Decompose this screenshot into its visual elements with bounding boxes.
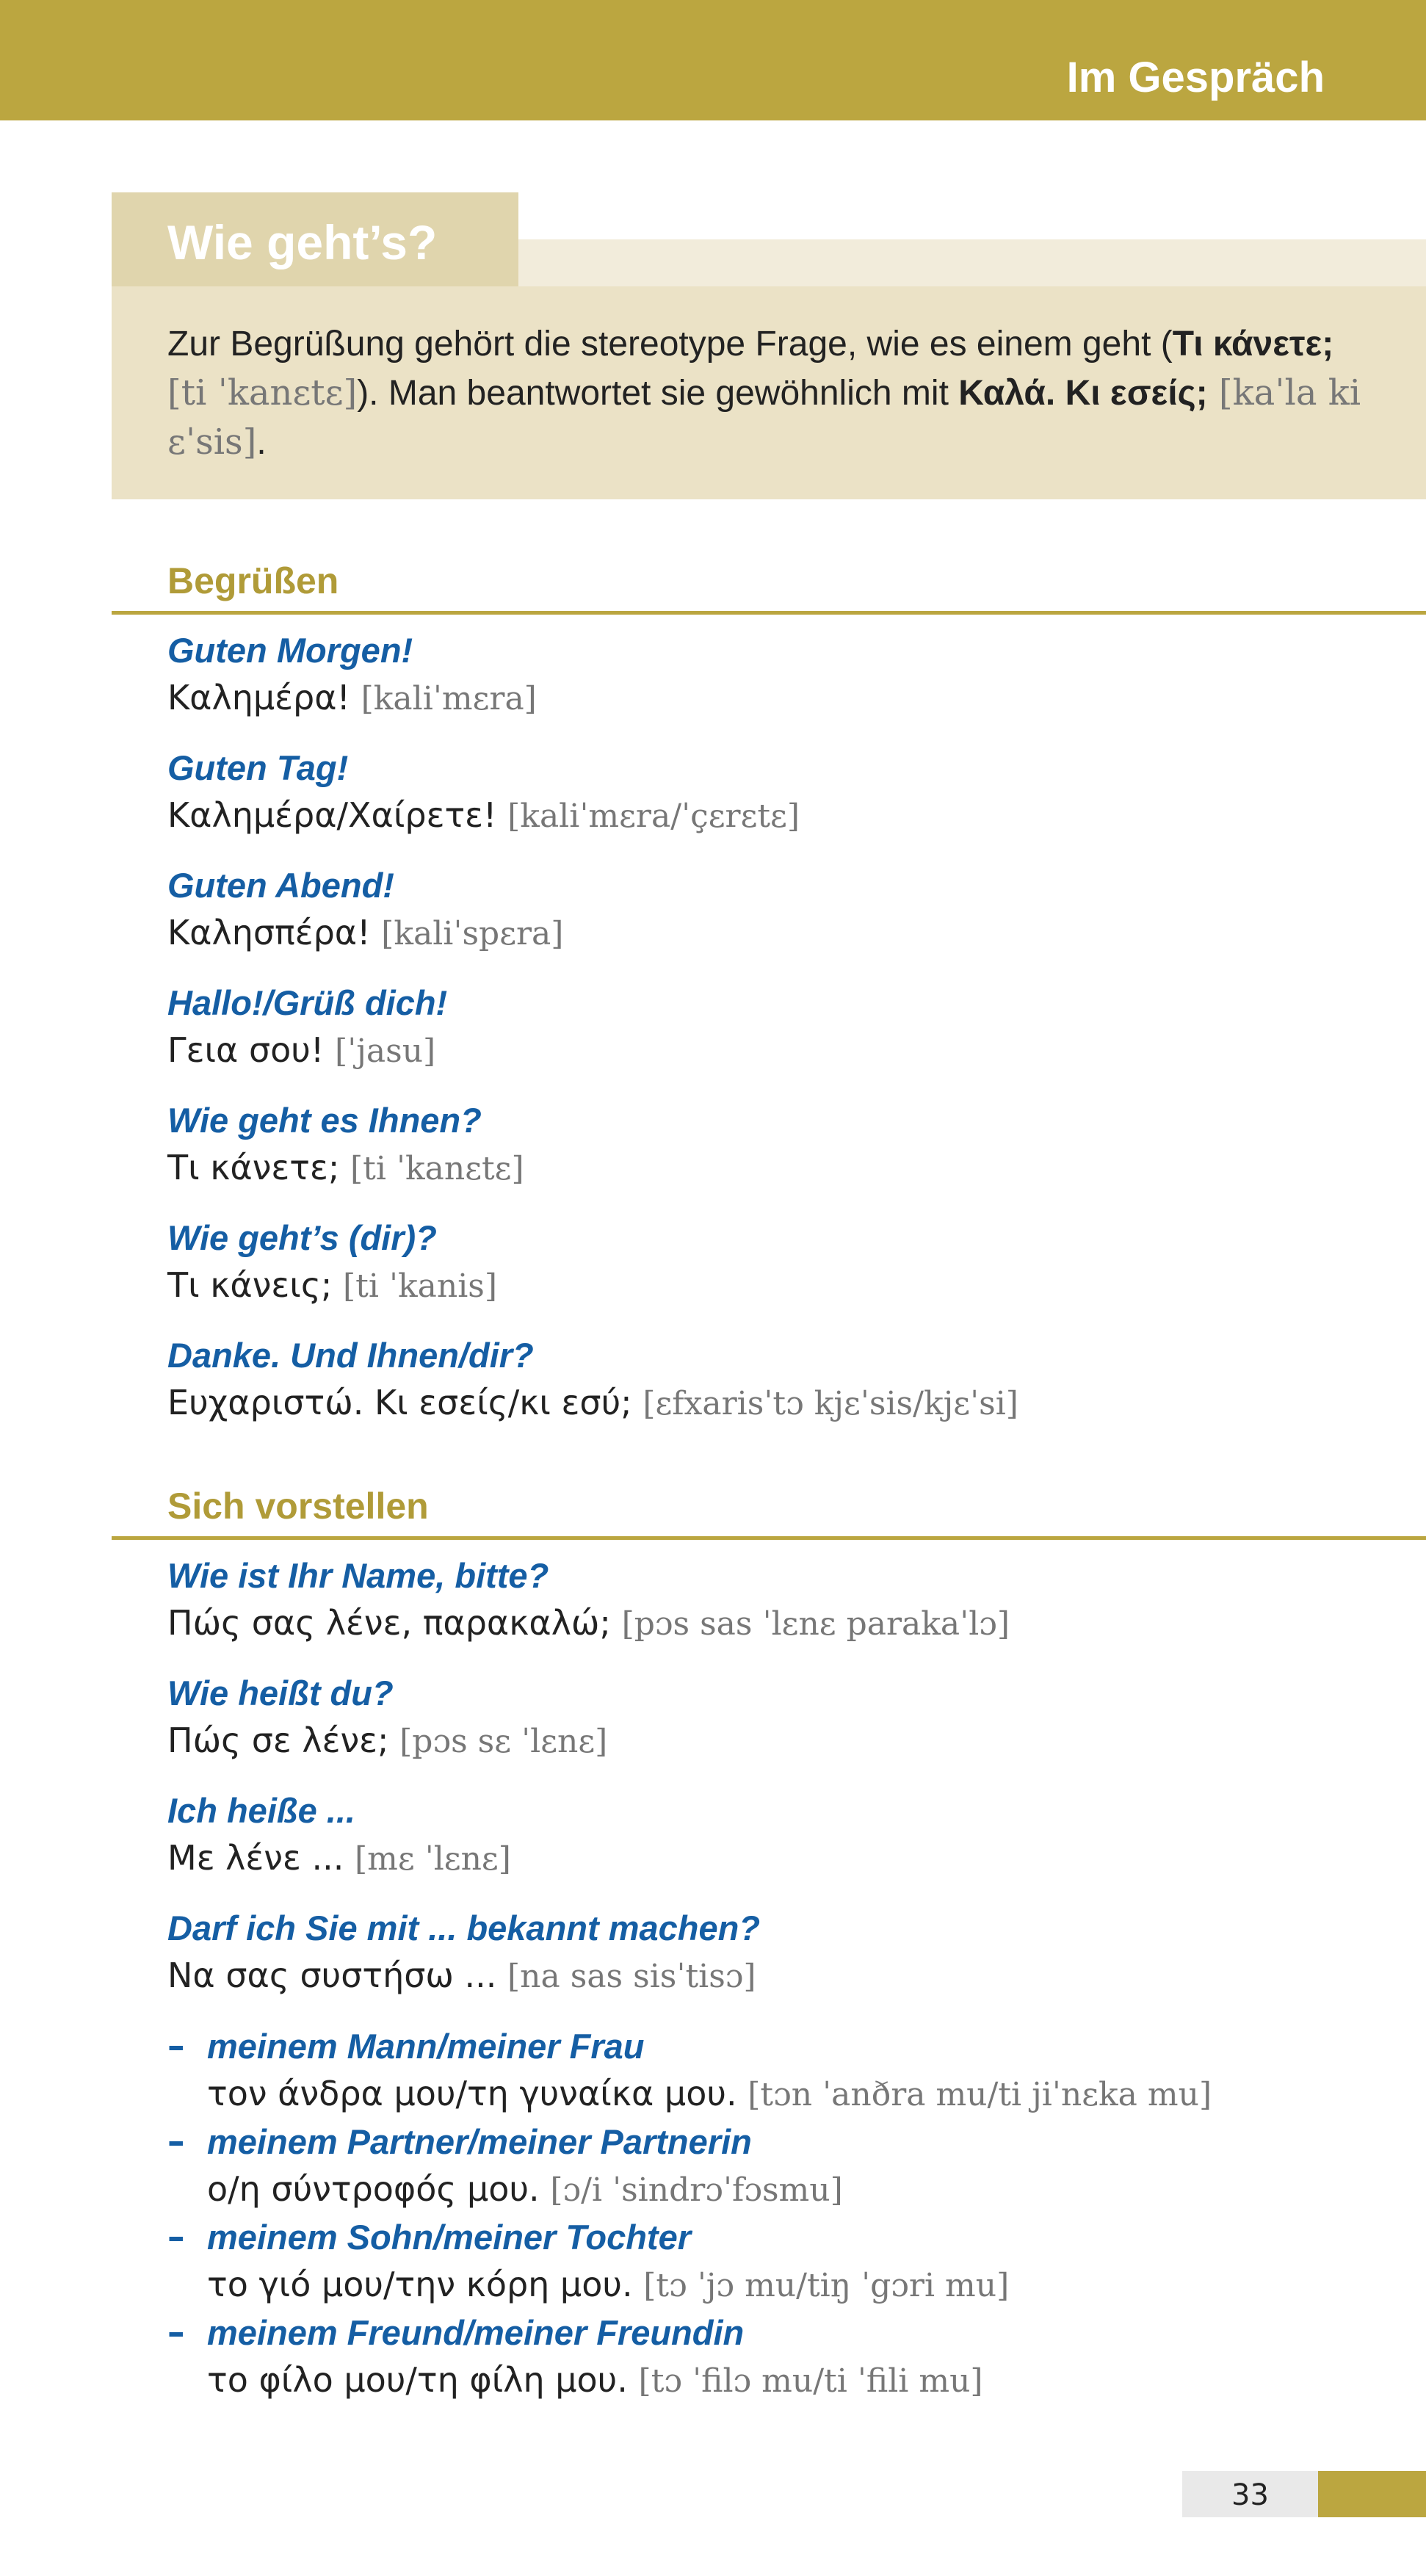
german-phrase: meinem Sohn/meiner Tochter bbox=[207, 2218, 692, 2257]
intro-text: . bbox=[256, 423, 267, 462]
greek-line bbox=[167, 1027, 1416, 1075]
phonetic-transcription: [ˈjasu] bbox=[334, 1032, 436, 1070]
sub-phrase-entry bbox=[167, 2309, 1416, 2405]
section-divider bbox=[112, 1536, 1426, 1540]
info-box-text bbox=[167, 319, 1379, 467]
intro-text: ). Man beantwortet sie gewöhnlich mit bbox=[357, 374, 959, 413]
section-title: Sich vorstellen bbox=[167, 1486, 429, 1527]
greek-phrase: Πώς σας λένε, παρακαλώ; bbox=[167, 1603, 611, 1643]
greek-phrase: Να σας συστήσω ... bbox=[167, 1955, 497, 1995]
phrase-entry bbox=[167, 1670, 1416, 1765]
greek-line bbox=[167, 1262, 1416, 1310]
chapter-header-bar bbox=[0, 0, 1426, 120]
sub-phrase-entry bbox=[167, 2023, 1416, 2119]
phonetic-transcription: [na sas sisˈtisɔ] bbox=[507, 1958, 756, 1995]
greek-line bbox=[167, 1379, 1416, 1428]
greek-line bbox=[167, 909, 1416, 958]
phonetic-transcription: [tɔ ˈfilɔ mu/ti ˈfili mu] bbox=[638, 2362, 983, 2400]
phrase-entry bbox=[167, 745, 1416, 840]
german-phrase: Wie geht’s (dir)? bbox=[167, 1218, 437, 1257]
phonetic-transcription: [ɛfxarisˈtɔ kjɛˈsis/kjɛˈsi] bbox=[643, 1385, 1018, 1422]
sub-phrase-entry bbox=[167, 2214, 1416, 2309]
greek-line bbox=[167, 674, 1416, 723]
german-phrase: Danke. Und Ihnen/dir? bbox=[167, 1336, 534, 1375]
phrase-entry bbox=[167, 1332, 1416, 1428]
german-phrase: meinem Mann/meiner Frau bbox=[207, 2027, 645, 2066]
phrase-entry bbox=[167, 627, 1416, 723]
phonetic-transcription: [mɛ ˈlɛnɛ] bbox=[354, 1840, 511, 1878]
german-phrase: meinem Partner/meiner Partnerin bbox=[207, 2122, 752, 2161]
greek-line bbox=[167, 1952, 1416, 2000]
german-phrase: Guten Tag! bbox=[167, 748, 349, 787]
phonetic-transcription: [tɔ ˈjɔ mu/tiŋ ˈgɔri mu] bbox=[643, 2267, 1010, 2304]
phrase-entry bbox=[167, 980, 1416, 1075]
title-stripe bbox=[518, 239, 1426, 286]
greek-phrase: το γιό μου/την κόρη μου. bbox=[207, 2265, 633, 2304]
intro-text: Zur Begrüßung gehört die stereotype Frage, wie es einem geht ( bbox=[167, 325, 1173, 363]
phonetic-transcription: [kaliˈmɛra/ˈçɛrɛtɛ] bbox=[507, 797, 800, 835]
german-phrase: Guten Abend! bbox=[167, 866, 394, 905]
intro-greek: Καλά. Κι εσείς; bbox=[958, 374, 1208, 413]
greek-line bbox=[207, 2070, 1416, 2119]
greek-phrase: Καλημέρα! bbox=[167, 678, 350, 717]
dash-bullet: – bbox=[167, 2121, 185, 2162]
greek-line bbox=[167, 1599, 1416, 1648]
page-tab-accent bbox=[1318, 2471, 1426, 2517]
greek-line bbox=[207, 2356, 1416, 2405]
section-divider bbox=[112, 611, 1426, 615]
phrase-list bbox=[167, 627, 1416, 1450]
info-box-title-tab bbox=[112, 192, 518, 286]
german-phrase: Guten Morgen! bbox=[167, 631, 413, 670]
german-phrase: meinem Freund/meiner Freundin bbox=[207, 2313, 745, 2352]
greek-phrase: Τι κάνεις; bbox=[167, 1265, 333, 1305]
german-phrase: Ich heiße ... bbox=[167, 1791, 355, 1830]
sub-phrase-entry bbox=[167, 2119, 1416, 2214]
chapter-title: Im Gespräch bbox=[1066, 54, 1325, 101]
greek-phrase: Γεια σου! bbox=[167, 1030, 325, 1070]
greek-line bbox=[207, 2261, 1416, 2309]
german-phrase: Wie geht es Ihnen? bbox=[167, 1101, 482, 1140]
dash-bullet: – bbox=[167, 2312, 185, 2353]
phonetic-transcription: [kaliˈspɛra] bbox=[381, 915, 564, 952]
phonetic-transcription: [pɔs sɛ ˈlɛnɛ] bbox=[399, 1723, 608, 1760]
phrase-entry bbox=[167, 1097, 1416, 1193]
phonetic-transcription: [ti ˈkanɛtɛ] bbox=[350, 1150, 524, 1187]
greek-line bbox=[167, 1144, 1416, 1193]
phonetic-transcription: [ti ˈkanis] bbox=[342, 1267, 498, 1305]
greek-line bbox=[167, 792, 1416, 840]
intro-greek: Τι κάνετε; bbox=[1172, 325, 1334, 363]
page-number: 33 bbox=[1231, 2478, 1269, 2512]
phrase-entry bbox=[167, 862, 1416, 958]
phonetic-transcription: [kaliˈmɛra] bbox=[361, 680, 537, 717]
dash-bullet: – bbox=[167, 2217, 185, 2257]
phrase-list bbox=[167, 1552, 1416, 2022]
info-box-title: Wie geht’s? bbox=[167, 215, 438, 269]
greek-phrase: τον άνδρα μου/τη γυναίκα μου. bbox=[207, 2074, 737, 2113]
phrase-entry bbox=[167, 1905, 1416, 2000]
german-phrase: Wie ist Ihr Name, bitte? bbox=[167, 1556, 549, 1595]
phrase-entry bbox=[167, 1787, 1416, 1883]
intro-phonetic: [kaˈla ki ɛˈsis] bbox=[167, 372, 1361, 463]
phonetic-transcription: [pɔs sas ˈlɛnɛ parakaˈlɔ] bbox=[621, 1605, 1010, 1643]
greek-phrase: Καλημέρα/Χαίρετε! bbox=[167, 795, 497, 835]
greek-line bbox=[167, 1834, 1416, 1883]
greek-line bbox=[167, 1717, 1416, 1765]
greek-phrase: Τι κάνετε; bbox=[167, 1148, 340, 1187]
section-title: Begrüßen bbox=[167, 560, 339, 601]
dash-bullet: – bbox=[167, 2026, 185, 2066]
greek-phrase: Πώς σε λένε; bbox=[167, 1721, 389, 1760]
greek-line bbox=[207, 2166, 1416, 2214]
phonetic-transcription: [ɔ/i ˈsindrɔˈfɔsmu] bbox=[550, 2171, 843, 2209]
introduction-options-list bbox=[167, 2023, 1416, 2405]
page-number-box bbox=[1182, 2471, 1318, 2517]
greek-phrase: Ευχαριστώ. Κι εσείς/κι εσύ; bbox=[167, 1383, 632, 1422]
german-phrase: Wie heißt du? bbox=[167, 1674, 394, 1712]
intro-phonetic: [ti ˈkanɛtɛ] bbox=[167, 372, 358, 413]
german-phrase: Hallo!/Grüß dich! bbox=[167, 983, 448, 1022]
german-phrase: Darf ich Sie mit ... bekannt machen? bbox=[167, 1909, 761, 1947]
phonetic-transcription: [tɔn ˈanðra mu/ti jiˈnɛka mu] bbox=[748, 2076, 1212, 2113]
phrase-entry bbox=[167, 1215, 1416, 1310]
phrase-entry bbox=[167, 1552, 1416, 1648]
greek-phrase: Καλησπέρα! bbox=[167, 913, 371, 952]
greek-phrase: το φίλο μου/τη φίλη μου. bbox=[207, 2360, 628, 2400]
greek-phrase: ο/η σύντροφός μου. bbox=[207, 2169, 540, 2209]
greek-phrase: Με λένε ... bbox=[167, 1838, 344, 1878]
info-box bbox=[112, 286, 1426, 499]
